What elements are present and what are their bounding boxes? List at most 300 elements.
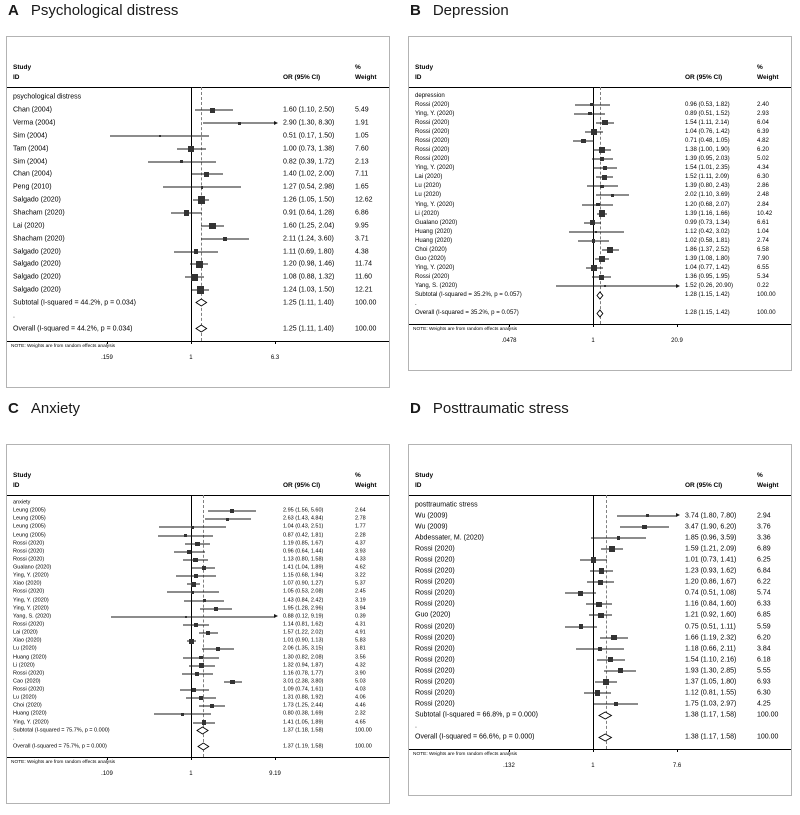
null-effect-line [593, 495, 594, 749]
header-rule [7, 495, 389, 496]
forest-plot-posttraumatic-stress [408, 444, 792, 796]
or-marker [184, 210, 190, 216]
bottom-rule [409, 324, 791, 325]
or-marker [191, 526, 194, 529]
column-header-study: Study [415, 471, 434, 479]
or-ci-text: 1.39 (1.08, 1.80) [685, 254, 730, 262]
or-marker [598, 580, 603, 585]
or-ci-text: 1.41 (1.04, 1.89) [283, 564, 324, 571]
or-ci-text: 0.75 (0.51, 1.11) [685, 623, 736, 631]
weight-text: 4.32 [355, 661, 366, 668]
or-ci-text: 1.20 (0.98, 1.46) [283, 260, 335, 268]
panel-title-text: Posttraumatic stress [432, 400, 569, 417]
or-marker [206, 631, 211, 636]
study-label: Rossi (2020) [415, 145, 450, 153]
study-label: Rossi (2020) [415, 118, 450, 126]
analysis-note: NOTE: Weights are from random effects analysis [413, 752, 518, 757]
study-label: Gualano (2020) [415, 218, 458, 226]
weight-text: 2.40 [757, 100, 769, 108]
group-label: psychological distress [13, 93, 82, 101]
pooled-diamond [598, 733, 612, 742]
or-ci-text: 1.23 (0.93, 1.62) [685, 567, 737, 575]
or-ci-text: 2.90 (1.30, 8.30) [283, 119, 335, 127]
weight-text: 6.61 [757, 218, 769, 226]
or-marker [595, 231, 597, 233]
or-ci-text: 1.93 (1.30, 2.85) [685, 667, 737, 675]
weight-text: 3.81 [355, 645, 366, 652]
pooled-diamond [596, 309, 604, 318]
weight-text: 12.21 [355, 286, 373, 294]
weight-text: 3.36 [757, 534, 771, 542]
weight-text: 3.76 [757, 523, 771, 531]
or-marker [181, 713, 184, 716]
or-marker [595, 690, 600, 695]
pooled-diamond [598, 711, 612, 720]
column-header-or-ci: OR (95% CI) [283, 481, 321, 489]
panel-letter: C [8, 400, 19, 417]
study-label: Ying, Y. (2020) [13, 604, 49, 611]
weight-text: 1.91 [355, 119, 369, 127]
axis-tick [509, 749, 510, 752]
weight-text: 6.20 [757, 145, 769, 153]
ci-arrow-right-icon [676, 513, 680, 517]
or-ci-text: 1.09 (0.74, 1.61) [283, 686, 324, 693]
or-marker [185, 616, 187, 618]
weight-text: 6.93 [757, 678, 771, 686]
study-label: Lu (2020) [13, 694, 37, 701]
or-marker [195, 542, 199, 546]
pooled-row-label: Overall (I-squared = 66.6%, p = 0.000) [415, 733, 535, 741]
or-ci-text: 1.15 (0.68, 1.94) [283, 572, 324, 579]
or-ci-text: 1.20 (0.68, 2.07) [685, 200, 730, 208]
study-label: Rossi (2020) [415, 700, 455, 708]
or-marker [590, 220, 595, 225]
study-label: Peng (2010) [13, 183, 52, 191]
column-header-id: ID [13, 481, 20, 489]
or-marker [608, 657, 613, 662]
or-ci-text: 1.14 (0.81, 1.62) [283, 621, 324, 628]
study-label: Wu (2009) [415, 523, 448, 531]
weight-text: 100.00 [355, 743, 372, 750]
weight-text: 2.45 [355, 588, 366, 595]
study-label: Huang (2020) [415, 236, 453, 244]
or-marker [600, 157, 605, 162]
weight-text: 2.86 [757, 182, 769, 190]
study-label: Ying, Y. (2020) [13, 572, 49, 579]
spacer-dot: . [13, 312, 15, 320]
study-label: Rossi (2020) [415, 567, 455, 575]
or-ci-text: 1.16 (0.84, 1.60) [685, 600, 737, 608]
panel-title [410, 400, 796, 418]
panel-title-text: Depression [432, 2, 509, 19]
bottom-rule [7, 341, 389, 342]
or-ci-text: 1.18 (0.66, 2.11) [685, 645, 736, 653]
weight-text: 0.39 [355, 613, 366, 620]
study-label: Rossi (2020) [13, 686, 45, 693]
or-marker [199, 663, 203, 667]
or-ci-text: 3.74 (1.80, 7.80) [685, 512, 737, 520]
or-ci-text: 1.60 (1.25, 2.04) [283, 222, 335, 230]
study-label: Rossi (2020) [415, 127, 450, 135]
or-ci-text: 1.85 (0.96, 3.59) [685, 534, 737, 542]
ci-arrow-right-icon [274, 121, 278, 125]
or-ci-text: 1.04 (0.43, 2.51) [283, 523, 324, 530]
column-header-percent: % [757, 63, 763, 71]
weight-text: 2.32 [355, 710, 366, 717]
weight-text: 1.05 [355, 132, 369, 140]
study-label: Choi (2020) [415, 245, 447, 253]
axis-tick-label: 1 [591, 338, 595, 344]
or-ci-text: 0.87 (0.42, 1.81) [283, 531, 324, 538]
or-marker [197, 286, 204, 293]
column-header-id: ID [415, 481, 422, 489]
study-label: Xiao (2020) [13, 580, 42, 587]
study-label: Rossi (2020) [415, 678, 455, 686]
panel-title [410, 2, 796, 20]
or-ci-text: 2.11 (1.24, 3.60) [283, 235, 334, 243]
weight-text: 3.93 [355, 548, 366, 555]
panel-depression [408, 0, 796, 371]
pooled-diamond [195, 324, 208, 333]
ci-arrow-right-icon [274, 614, 278, 618]
study-label: Salgado (2020) [13, 248, 61, 256]
or-marker [617, 536, 621, 540]
or-ci-text: 1.07 (0.90, 1.27) [283, 580, 324, 587]
group-label: posttraumatic stress [415, 501, 478, 509]
or-marker [602, 120, 607, 125]
ci-line [111, 616, 275, 617]
weight-text: 4.62 [355, 564, 366, 571]
weight-text: 6.86 [355, 209, 369, 217]
or-marker [588, 112, 592, 116]
or-ci-text: 1.95 (1.28, 2.96) [283, 604, 324, 611]
or-ci-text: 1.54 (1.01, 2.35) [685, 164, 730, 172]
study-label: Rossi (2020) [415, 545, 455, 553]
weight-text: 100.00 [355, 726, 372, 733]
column-header-weight: Weight [757, 481, 779, 489]
or-ci-text: 1.37 (1.18, 1.58) [283, 726, 324, 733]
or-ci-text: 1.38 (1.17, 1.58) [685, 733, 737, 741]
bottom-rule [409, 749, 791, 750]
or-ci-text: 1.52 (0.26, 20.90) [685, 282, 733, 290]
axis-tick-label: .159 [101, 355, 113, 361]
or-marker [203, 599, 207, 603]
study-label: Rossi (2020) [415, 155, 450, 163]
study-label: Guo (2020) [415, 254, 446, 262]
study-label: Rossi (2020) [415, 600, 455, 608]
study-label: Choi (2020) [13, 702, 42, 709]
study-label: Abdessater, M. (2020) [415, 534, 484, 542]
study-label: Tam (2004) [13, 145, 49, 153]
study-label: Rossi (2020) [415, 556, 455, 564]
weight-text: 2.28 [355, 531, 366, 538]
or-ci-text: 1.25 (1.11, 1.40) [283, 325, 334, 333]
axis-tick-label: 1 [189, 355, 193, 361]
pooled-row-label: Subtotal (I-squared = 44.2%, p = 0.034) [13, 299, 136, 307]
or-marker [191, 274, 198, 281]
study-label: Leung (2005) [13, 507, 46, 514]
or-ci-text: 2.06 (1.35, 3.15) [283, 645, 324, 652]
column-header-or-ci: OR (95% CI) [685, 73, 723, 81]
or-ci-text: 1.26 (1.05, 1.50) [283, 196, 335, 204]
study-label: Ying, Y. (2020) [13, 596, 49, 603]
weight-text: 4.38 [355, 248, 369, 256]
weight-text: 5.74 [757, 589, 771, 597]
study-label: Rossi (2020) [13, 670, 45, 677]
pooled-diamond [196, 726, 209, 735]
group-label: depression [415, 91, 445, 99]
pooled-row-label: Subtotal (I-squared = 35.2%, p = 0.057) [415, 291, 522, 299]
study-label: Rossi (2020) [415, 656, 455, 664]
or-marker [600, 185, 604, 189]
or-marker [209, 223, 216, 230]
or-ci-text: 1.00 (0.73, 1.38) [283, 145, 335, 153]
or-marker [579, 624, 584, 629]
or-ci-text: 1.66 (1.19, 2.32) [685, 634, 737, 642]
column-header-percent: % [355, 471, 361, 479]
weight-text: 3.84 [757, 645, 771, 653]
weight-text: 6.22 [757, 578, 771, 586]
analysis-note: NOTE: Weights are from random effects analysis [11, 760, 116, 765]
weight-text: 4.06 [355, 694, 366, 701]
or-marker [609, 546, 615, 552]
study-label: Ying, Y. (2020) [415, 200, 455, 208]
axis-tick [593, 324, 594, 327]
or-marker [599, 147, 604, 152]
study-label: Rossi (2020) [415, 100, 450, 108]
weight-text: 4.46 [355, 702, 366, 709]
study-label: Rossi (2020) [415, 667, 455, 675]
or-ci-text: 1.73 (1.25, 2.44) [283, 702, 324, 709]
study-label: Rossi (2020) [13, 621, 45, 628]
study-label: Rossi (2020) [415, 645, 455, 653]
pooled-diamond [596, 291, 604, 300]
weight-text: 9.95 [355, 222, 369, 230]
or-marker [187, 550, 191, 554]
weight-text: 6.30 [757, 689, 771, 697]
panel-anxiety [6, 398, 394, 804]
study-label: Yang, S. (2020) [415, 282, 458, 290]
weight-text: 100.00 [757, 291, 776, 299]
study-label: Ying, Y. (2020) [415, 264, 455, 272]
weight-text: 4.03 [355, 686, 366, 693]
axis-tick [275, 341, 276, 344]
column-header-weight: Weight [757, 73, 779, 81]
forest-plot-anxiety [6, 444, 390, 804]
or-ci-text: 1.21 (0.92, 1.60) [685, 611, 737, 619]
axis-tick [677, 324, 678, 327]
or-marker [196, 261, 203, 268]
or-marker [590, 103, 593, 106]
or-ci-text: 1.39 (0.95, 2.03) [685, 155, 730, 163]
study-label: Rossi (2020) [13, 539, 45, 546]
panel-letter: B [410, 2, 421, 19]
or-marker [226, 518, 230, 522]
weight-text: 4.65 [355, 718, 366, 725]
or-ci-text: 1.41 (1.05, 1.89) [283, 718, 324, 725]
weight-text: 2.64 [355, 507, 366, 514]
axis-tick [677, 749, 678, 752]
analysis-note: NOTE: Weights are from random effects analysis [11, 344, 116, 349]
spacer-dot: . [415, 722, 417, 730]
or-ci-text: 1.25 (1.11, 1.40) [283, 299, 334, 307]
column-header-id: ID [13, 73, 20, 81]
or-marker [607, 247, 612, 252]
study-label: Cao (2020) [13, 678, 41, 685]
weight-text: 5.83 [355, 637, 366, 644]
weight-text: 6.85 [757, 611, 771, 619]
weight-text: 3.94 [355, 604, 366, 611]
study-label: Xiao (2020) [13, 637, 42, 644]
or-marker [184, 534, 187, 537]
or-marker [598, 613, 603, 618]
or-ci-text: 1.04 (0.77, 1.42) [685, 264, 730, 272]
or-marker [599, 275, 604, 280]
spacer-dot: . [13, 735, 15, 742]
or-marker [210, 704, 214, 708]
weight-text: 2.74 [757, 236, 769, 244]
column-header-percent: % [757, 471, 763, 479]
study-label: Rossi (2020) [415, 273, 450, 281]
axis-tick-label: 9.19 [269, 771, 281, 777]
or-marker [603, 679, 609, 685]
or-marker [193, 558, 197, 562]
or-marker [202, 720, 207, 725]
or-marker [591, 557, 596, 562]
or-marker [238, 122, 241, 125]
column-header-study: Study [13, 63, 32, 71]
weight-text: 6.30 [757, 173, 769, 181]
study-label: Chan (2004) [13, 170, 52, 178]
or-ci-text: 2.95 (1.56, 5.60) [283, 507, 324, 514]
study-label: Rossi (2020) [13, 548, 45, 555]
study-label: Lu (2020) [415, 191, 442, 199]
axis-tick-label: 7.6 [672, 763, 682, 769]
or-marker [603, 166, 607, 170]
header-rule [409, 495, 791, 496]
study-label: Salgado (2020) [13, 273, 61, 281]
pooled-diamond [195, 298, 208, 307]
or-ci-text: 0.51 (0.17, 1.50) [283, 132, 335, 140]
study-label: Gualano (2020) [13, 564, 52, 571]
or-marker [194, 623, 198, 627]
or-ci-text: 0.80 (0.38, 1.69) [283, 710, 324, 717]
weight-text: 4.91 [355, 629, 366, 636]
study-label: Lu (2020) [415, 182, 442, 190]
study-label: Rossi (2020) [13, 588, 45, 595]
or-ci-text: 1.39 (1.16, 1.66) [685, 209, 730, 217]
pooled-row-label: Overall (I-squared = 75.7%, p = 0.000) [13, 743, 107, 750]
or-ci-text: 1.52 (1.11, 2.09) [685, 173, 730, 181]
or-ci-text: 1.01 (0.90, 1.13) [283, 637, 324, 644]
or-marker [618, 668, 623, 673]
study-label: Salgado (2020) [13, 260, 61, 268]
study-label: Verma (2004) [13, 119, 56, 127]
weight-text: 2.13 [355, 158, 369, 166]
or-ci-text: 1.75 (1.03, 2.97) [685, 700, 737, 708]
forest-plot-psychological-distress [6, 36, 390, 388]
study-label: Sim (2004) [13, 132, 48, 140]
axis-tick-label: .0478 [501, 338, 517, 344]
weight-text: 3.56 [355, 653, 366, 660]
or-ci-text: 1.43 (0.84, 2.42) [283, 596, 324, 603]
study-label: Chan (2004) [13, 106, 52, 114]
panel-title [8, 2, 394, 20]
weight-text: 6.04 [757, 118, 769, 126]
pooled-row-label: Subtotal (I-squared = 75.7%, p = 0.000) [13, 726, 110, 733]
spacer-dot: . [415, 300, 417, 308]
study-label: Yang, S. (2020) [13, 613, 52, 620]
weight-text: 5.37 [355, 580, 366, 587]
axis-tick [275, 757, 276, 760]
weight-text: 6.89 [757, 545, 771, 553]
study-label: Li (2020) [415, 209, 439, 217]
weight-text: 4.31 [355, 621, 366, 628]
or-marker [599, 210, 606, 217]
or-marker [230, 509, 233, 512]
or-ci-text: 2.02 (1.10, 3.69) [685, 191, 730, 199]
weight-text: 6.55 [757, 264, 769, 272]
study-label: Guo (2020) [415, 611, 451, 619]
or-ci-text: 1.11 (0.69, 1.80) [283, 248, 334, 256]
or-marker [194, 249, 198, 253]
weight-text: 5.34 [757, 273, 769, 281]
study-label: Ying, Y. (2020) [13, 718, 49, 725]
weight-text: 3.90 [355, 670, 366, 677]
or-marker [189, 639, 194, 644]
study-label: Shacham (2020) [13, 235, 65, 243]
or-ci-text: 0.99 (0.73, 1.34) [685, 218, 730, 226]
or-marker [202, 566, 207, 571]
or-marker [581, 139, 586, 144]
bottom-rule [7, 757, 389, 758]
weight-text: 4.25 [757, 700, 771, 708]
weight-text: 6.39 [757, 127, 769, 135]
study-label: Salgado (2020) [13, 196, 61, 204]
or-marker [191, 591, 194, 594]
study-label: Sim (2004) [13, 158, 48, 166]
or-marker [614, 702, 618, 706]
or-ci-text: 1.28 (1.15, 1.42) [685, 309, 730, 317]
or-marker [591, 265, 596, 270]
weight-text: 4.37 [355, 539, 366, 546]
or-ci-text: 1.05 (0.53, 2.08) [283, 588, 324, 595]
or-ci-text: 0.74 (0.51, 1.08) [685, 589, 737, 597]
pooled-diamond [197, 742, 210, 751]
or-marker [198, 196, 205, 203]
study-label: Ying, Y. (2020) [415, 109, 455, 117]
group-label: anxiety [13, 499, 31, 506]
ci-arrow-right-icon [676, 284, 680, 288]
weight-text: 7.11 [355, 170, 369, 178]
or-marker [159, 135, 161, 137]
study-label: Wu (2009) [415, 512, 448, 520]
study-label: Rossi (2020) [415, 623, 455, 631]
column-header-study: Study [13, 471, 32, 479]
or-ci-text: 2.63 (1.43, 4.84) [283, 515, 324, 522]
weight-text: 6.20 [757, 634, 771, 642]
study-label: Rossi (2020) [415, 589, 455, 597]
or-ci-text: 1.20 (0.86, 1.67) [685, 578, 737, 586]
study-label: Lai (2020) [13, 629, 38, 636]
or-marker [194, 574, 198, 578]
study-label: Huang (2020) [415, 227, 453, 235]
study-label: Li (2020) [13, 661, 35, 668]
or-ci-text: 3.01 (2.38, 3.80) [283, 678, 324, 685]
or-marker [230, 680, 235, 685]
axis-tick [191, 341, 192, 344]
or-marker [596, 203, 600, 207]
